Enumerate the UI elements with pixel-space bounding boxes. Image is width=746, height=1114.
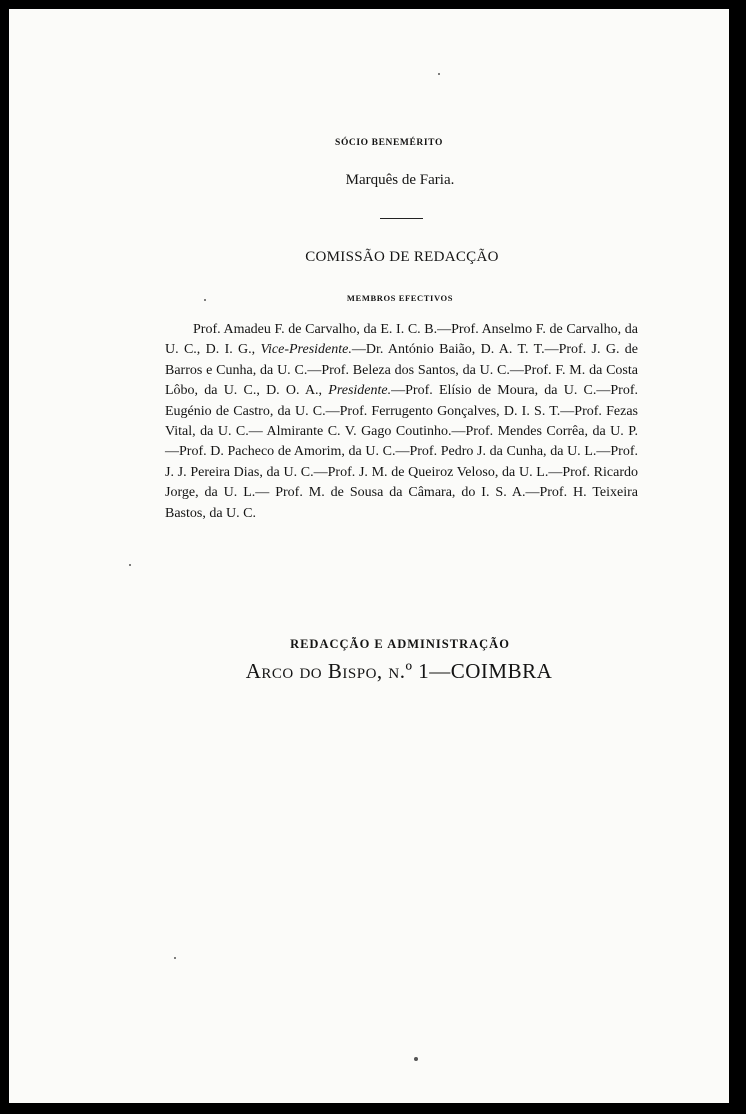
address-line	[246, 659, 553, 684]
scan-speck	[129, 564, 131, 566]
scan-speck	[414, 1057, 418, 1061]
socio-benemerito-heading: SÓCIO BENEMÉRITO	[335, 138, 443, 148]
membros-efectivos-heading: MEMBROS EFECTIVOS	[346, 293, 454, 303]
comissao-redaccao-title: COMISSÃO DE REDACÇÃO	[305, 249, 499, 265]
scan-speck	[204, 299, 206, 301]
members-text-1: Prof. Amadeu F. de Carvalho, da E. I. C. B.—Prof. Anselmo F. de Carvalho, da U. C., D. I. G.,	[165, 322, 638, 358]
section-divider	[380, 218, 423, 219]
address-text: Arco do Bispo, n.º 1—COIMBRA	[245, 659, 553, 683]
redaccao-administracao-heading: REDACÇÃO E ADMINISTRAÇÃO	[290, 637, 510, 651]
members-vice-presidente: Vice-Presidente.	[260, 342, 352, 358]
members-text-2: —Dr. António Baião, D. A. T. T.—Prof. J. G. de Barros e Cunha, da U. C.—Prof. Beleza dos Santos, da U. C.—Prof. F. M. da Costa Lôbo, da U. C., D. O. A.,	[165, 342, 638, 399]
members-presidente: Presidente.	[328, 383, 392, 399]
socio-benemerito-name: Marquês de Faria.	[345, 172, 455, 188]
document-page	[9, 9, 729, 1103]
scan-speck	[174, 957, 176, 959]
members-paragraph	[165, 320, 638, 524]
scan-speck	[438, 73, 440, 75]
members-text-3: —Prof. Elísio de Moura, da U. C.—Prof. Eugénio de Castro, da U. C.—Prof. Ferrugento Gonçalves, D. I. S. T.—Prof. Fezas Vital, da U. C.— Almirante C. V. Gago Coutinho.—Prof. Mendes Corrêa, da U. P.—Prof. D. Pacheco de Amorim, da U. C.—Prof. Pedro J. da Cunha, da U. L.—Prof. J. J. Pereira Dias, da U. C.—Prof. J. M. de Queiroz Veloso, da U. L.—Prof. Ricardo Jorge, da U. L.— Prof. M. de Sousa da Câmara, do I. S. A.—Prof. H. Teixeira Bastos, da U. C.	[165, 383, 638, 521]
